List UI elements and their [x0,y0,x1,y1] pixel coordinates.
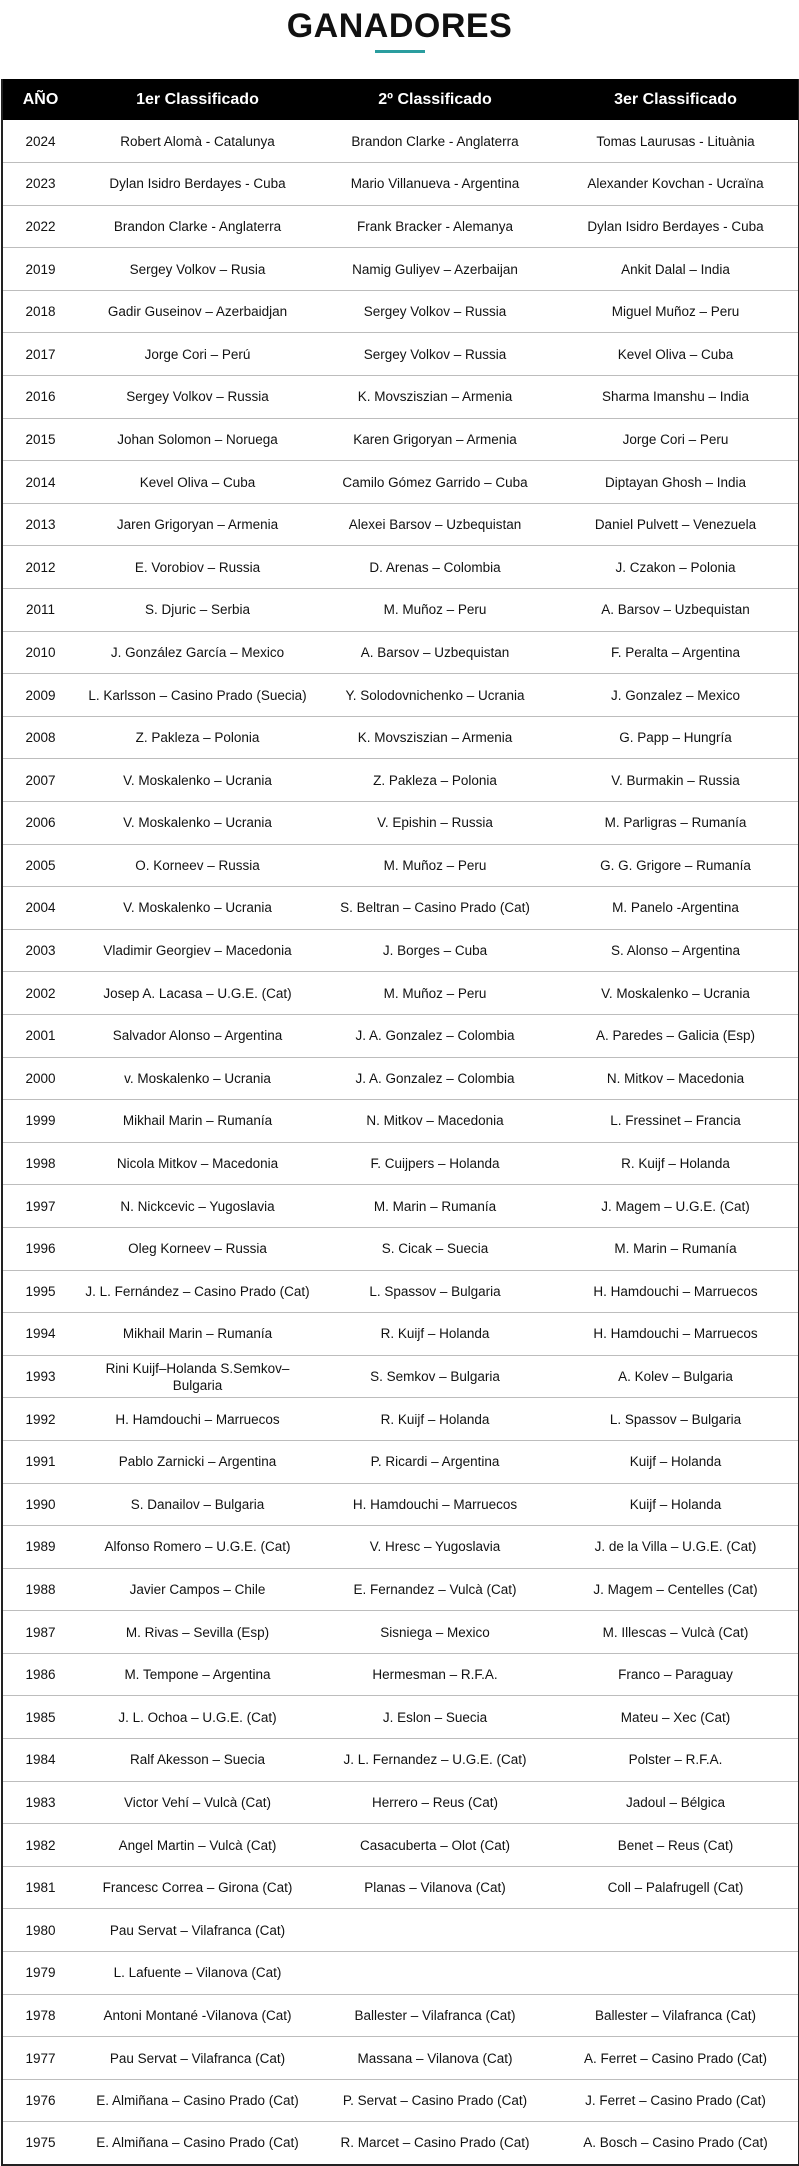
second-place-cell: Karen Grigoryan – Armenia [317,418,553,461]
table-row [2,844,799,887]
year-cell: 2008 [2,716,78,759]
year-cell: 2017 [2,333,78,376]
year-cell: 1998 [2,1142,78,1185]
second-place-cell: V. Epishin – Russia [317,802,553,845]
third-place-cell: F. Peralta – Argentina [553,631,799,674]
first-place-cell: Pau Servat – Vilafranca (Cat) [78,2037,317,2080]
year-cell: 1975 [2,2122,78,2165]
table-row [2,1526,799,1569]
year-cell: 1996 [2,1227,78,1270]
table-body [2,120,799,2165]
table-row [2,1696,799,1739]
table-header [2,79,799,120]
second-place-cell: Z. Pakleza – Polonia [317,759,553,802]
table-row [2,1100,799,1143]
first-place-cell: Victor Vehí – Vulcà (Cat) [78,1781,317,1824]
year-cell: 1981 [2,1866,78,1909]
table-row [2,1994,799,2037]
first-place-cell: Mikhail Marin – Rumanía [78,1100,317,1143]
second-place-cell: Sisniega – Mexico [317,1611,553,1654]
year-cell: 2022 [2,205,78,248]
third-place-cell: Miguel Muñoz – Peru [553,290,799,333]
second-place-cell: Massana – Vilanova (Cat) [317,2037,553,2080]
first-place-cell: Sergey Volkov – Rusia [78,248,317,291]
second-place-cell: Brandon Clarke - Anglaterra [317,120,553,163]
second-place-cell: K. Movsziszian – Armenia [317,716,553,759]
year-cell: 2010 [2,631,78,674]
first-place-cell: Johan Solomon – Noruega [78,418,317,461]
table-row [2,929,799,972]
second-place-cell: E. Fernandez – Vulcà (Cat) [317,1568,553,1611]
third-place-cell: Kuijf – Holanda [553,1440,799,1483]
title-underline [375,50,425,53]
first-place-cell: Ralf Akesson – Suecia [78,1739,317,1782]
table-row [2,1142,799,1185]
table-row [2,589,799,632]
header-third-place: 3er Classificado [614,90,737,108]
third-place-cell: M. Panelo -Argentina [553,887,799,930]
second-place-cell: S. Semkov – Bulgaria [317,1355,553,1398]
year-cell: 1995 [2,1270,78,1313]
first-place-cell: Alfonso Romero – U.G.E. (Cat) [78,1526,317,1569]
year-cell: 2001 [2,1014,78,1057]
second-place-cell: J. A. Gonzalez – Colombia [317,1014,553,1057]
header-first-place: 1er Classificado [136,90,259,108]
table-row [2,1270,799,1313]
table-row [2,290,799,333]
table-row [2,631,799,674]
first-place-cell: Jaren Grigoryan – Armenia [78,503,317,546]
table-row [2,2037,799,2080]
first-place-cell: Javier Campos – Chile [78,1568,317,1611]
first-place-cell: Mikhail Marin – Rumanía [78,1313,317,1356]
third-place-cell: Franco – Paraguay [553,1653,799,1696]
first-place-cell: S. Danailov – Bulgaria [78,1483,317,1526]
first-place-cell: E. Vorobiov – Russia [78,546,317,589]
third-place-cell: J. Gonzalez – Mexico [553,674,799,717]
second-place-cell: L. Spassov – Bulgaria [317,1270,553,1313]
second-place-cell: M. Marin – Rumanía [317,1185,553,1228]
table-row [2,1313,799,1356]
second-place-cell: M. Muñoz – Peru [317,844,553,887]
first-place-cell: Angel Martin – Vulcà (Cat) [78,1824,317,1867]
year-cell: 2023 [2,163,78,206]
third-place-cell: Kuijf – Holanda [553,1483,799,1526]
year-cell: 2016 [2,376,78,419]
year-cell: 1990 [2,1483,78,1526]
table-row [2,1185,799,1228]
year-cell: 2013 [2,503,78,546]
first-place-cell: Dylan Isidro Berdayes - Cuba [78,163,317,206]
first-place-cell: Salvador Alonso – Argentina [78,1014,317,1057]
year-cell: 1978 [2,1994,78,2037]
table-row [2,2079,799,2122]
second-place-cell: Y. Solodovnichenko – Ucrania [317,674,553,717]
third-place-cell: J. Magem – Centelles (Cat) [553,1568,799,1611]
header-year: AÑO [22,90,59,108]
third-place-cell: H. Hamdouchi – Marruecos [553,1270,799,1313]
year-cell: 1994 [2,1313,78,1356]
second-place-cell: Camilo Gómez Garrido – Cuba [317,461,553,504]
first-place-cell: E. Almiñana – Casino Prado (Cat) [78,2122,317,2165]
third-place-cell: A. Kolev – Bulgaria [553,1355,799,1398]
first-place-cell: O. Korneev – Russia [78,844,317,887]
year-cell: 1986 [2,1653,78,1696]
table-row [2,418,799,461]
table-row [2,2122,799,2165]
second-place-cell: K. Movsziszian – Armenia [317,376,553,419]
year-cell: 1992 [2,1398,78,1441]
year-cell: 2007 [2,759,78,802]
second-place-cell: F. Cuijpers – Holanda [317,1142,553,1185]
third-place-cell: A. Bosch – Casino Prado (Cat) [553,2122,799,2165]
header-second-place: 2º Classificado [378,90,492,108]
year-cell: 1983 [2,1781,78,1824]
year-cell: 1989 [2,1526,78,1569]
third-place-cell: Diptayan Ghosh – India [553,461,799,504]
table-row [2,1440,799,1483]
year-cell: 2015 [2,418,78,461]
second-place-cell [317,1909,553,1952]
first-place-cell: V. Moskalenko – Ucrania [78,802,317,845]
table-row [2,716,799,759]
year-cell: 1991 [2,1440,78,1483]
table-row [2,1781,799,1824]
third-place-cell: G. Papp – Hungría [553,716,799,759]
third-place-cell: A. Ferret – Casino Prado (Cat) [553,2037,799,2080]
third-place-cell: M. Marin – Rumanía [553,1227,799,1270]
first-place-cell: V. Moskalenko – Ucrania [78,759,317,802]
third-place-cell: Sharma Imanshu – India [553,376,799,419]
year-cell: 2014 [2,461,78,504]
second-place-cell: A. Barsov – Uzbequistan [317,631,553,674]
second-place-cell: M. Muñoz – Peru [317,589,553,632]
table-row [2,1398,799,1441]
second-place-cell: Sergey Volkov – Russia [317,333,553,376]
first-place-cell: V. Moskalenko – Ucrania [78,887,317,930]
second-place-cell: H. Hamdouchi – Marruecos [317,1483,553,1526]
second-place-cell: Namig Guliyev – Azerbaijan [317,248,553,291]
table-row [2,1483,799,1526]
table-row [2,1824,799,1867]
table-row [2,1057,799,1100]
third-place-cell: Jorge Cori – Peru [553,418,799,461]
second-place-cell: J. A. Gonzalez – Colombia [317,1057,553,1100]
table-row [2,1355,799,1398]
year-cell: 1977 [2,2037,78,2080]
page-title: GANADORES [286,7,513,45]
year-cell: 2018 [2,290,78,333]
year-cell: 2012 [2,546,78,589]
first-place-cell: Kevel Oliva – Cuba [78,461,317,504]
second-place-cell: Casacuberta – Olot (Cat) [317,1824,553,1867]
third-place-cell: G. G. Grigore – Rumanía [553,844,799,887]
third-place-cell: J. Czakon – Polonia [553,546,799,589]
third-place-cell: Daniel Pulvett – Venezuela [553,503,799,546]
second-place-cell: P. Servat – Casino Prado (Cat) [317,2079,553,2122]
third-place-cell: Jadoul – Bélgica [553,1781,799,1824]
second-place-cell: J. Borges – Cuba [317,929,553,972]
third-place-cell: N. Mitkov – Macedonia [553,1057,799,1100]
year-cell: 2019 [2,248,78,291]
first-place-cell: Pablo Zarnicki – Argentina [78,1440,317,1483]
second-place-cell: P. Ricardi – Argentina [317,1440,553,1483]
year-cell: 1988 [2,1568,78,1611]
third-place-cell: Polster – R.F.A. [553,1739,799,1782]
second-place-cell: Sergey Volkov – Russia [317,290,553,333]
table-row [2,674,799,717]
first-place-cell: v. Moskalenko – Ucrania [78,1057,317,1100]
table-row [2,1952,799,1995]
year-cell: 2004 [2,887,78,930]
year-cell: 1987 [2,1611,78,1654]
first-place-cell: Gadir Guseinov – Azerbaidjan [78,290,317,333]
year-cell: 1984 [2,1739,78,1782]
table-row [2,1739,799,1782]
third-place-cell: Ballester – Vilafranca (Cat) [553,1994,799,2037]
table-row [2,1866,799,1909]
second-place-cell: S. Cicak – Suecia [317,1227,553,1270]
first-place-cell: M. Rivas – Sevilla (Esp) [78,1611,317,1654]
year-cell: 1997 [2,1185,78,1228]
third-place-cell: H. Hamdouchi – Marruecos [553,1313,799,1356]
first-place-cell: J. L. Ochoa – U.G.E. (Cat) [78,1696,317,1739]
year-cell: 1993 [2,1355,78,1398]
third-place-cell: Tomas Laurusas - Lituània [553,120,799,163]
first-place-cell: Robert Alomà - Catalunya [78,120,317,163]
third-place-cell: J. Magem – U.G.E. (Cat) [553,1185,799,1228]
third-place-cell [553,1909,799,1952]
table-row [2,802,799,845]
second-place-cell: R. Kuijf – Holanda [317,1313,553,1356]
first-place-cell: Nicola Mitkov – Macedonia [78,1142,317,1185]
first-place-cell: Francesc Correa – Girona (Cat) [78,1866,317,1909]
second-place-cell: Hermesman – R.F.A. [317,1653,553,1696]
year-cell: 1982 [2,1824,78,1867]
third-place-cell: Coll – Palafrugell (Cat) [553,1866,799,1909]
third-place-cell [553,1952,799,1995]
third-place-cell: A. Paredes – Galicia (Esp) [553,1014,799,1057]
first-place-cell: S. Djuric – Serbia [78,589,317,632]
first-place-cell: Jorge Cori – Perú [78,333,317,376]
first-place-cell: J. L. Fernández – Casino Prado (Cat) [78,1270,317,1313]
third-place-cell: V. Burmakin – Russia [553,759,799,802]
year-cell: 1979 [2,1952,78,1995]
second-place-cell: Frank Bracker - Alemanya [317,205,553,248]
second-place-cell: J. Eslon – Suecia [317,1696,553,1739]
year-cell: 1985 [2,1696,78,1739]
table-row [2,1611,799,1654]
table-row [2,461,799,504]
third-place-cell: V. Moskalenko – Ucrania [553,972,799,1015]
year-cell: 2003 [2,929,78,972]
table-row [2,546,799,589]
first-place-cell: E. Almiñana – Casino Prado (Cat) [78,2079,317,2122]
second-place-cell: Herrero – Reus (Cat) [317,1781,553,1824]
year-cell: 2005 [2,844,78,887]
third-place-cell: Ankit Dalal – India [553,248,799,291]
year-cell: 1980 [2,1909,78,1952]
first-place-cell: Z. Pakleza – Polonia [78,716,317,759]
year-cell: 2009 [2,674,78,717]
table-row [2,1014,799,1057]
second-place-cell: D. Arenas – Colombia [317,546,553,589]
third-place-cell: M. Parligras – Rumanía [553,802,799,845]
third-place-cell: Kevel Oliva – Cuba [553,333,799,376]
third-place-cell: Benet – Reus (Cat) [553,1824,799,1867]
header-row [2,79,799,120]
third-place-cell: L. Spassov – Bulgaria [553,1398,799,1441]
table-row [2,120,799,163]
table-row [2,1227,799,1270]
third-place-cell: A. Barsov – Uzbequistan [553,589,799,632]
table-row [2,205,799,248]
year-cell: 2002 [2,972,78,1015]
first-place-cell: H. Hamdouchi – Marruecos [78,1398,317,1441]
third-place-cell: M. Illescas – Vulcà (Cat) [553,1611,799,1654]
second-place-cell: R. Marcet – Casino Prado (Cat) [317,2122,553,2165]
second-place-cell [317,1952,553,1995]
second-place-cell: J. L. Fernandez – U.G.E. (Cat) [317,1739,553,1782]
third-place-cell: Dylan Isidro Berdayes - Cuba [553,205,799,248]
year-cell: 2006 [2,802,78,845]
first-place-cell: Josep A. Lacasa – U.G.E. (Cat) [78,972,317,1015]
first-place-cell: N. Nickcevic – Yugoslavia [78,1185,317,1228]
table-row [2,887,799,930]
second-place-cell: Mario Villanueva - Argentina [317,163,553,206]
winners-table [1,79,799,2166]
third-place-cell: Alexander Kovchan - Ucraïna [553,163,799,206]
year-cell: 2011 [2,589,78,632]
first-place-cell: Rini Kuijf–Holanda S.Semkov–Bulgaria [78,1355,317,1398]
table-row [2,503,799,546]
table-row [2,248,799,291]
second-place-cell: Alexei Barsov – Uzbequistan [317,503,553,546]
first-place-cell: Sergey Volkov – Russia [78,376,317,419]
first-place-cell: L. Lafuente – Vilanova (Cat) [78,1952,317,1995]
second-place-cell: R. Kuijf – Holanda [317,1398,553,1441]
third-place-cell: S. Alonso – Argentina [553,929,799,972]
year-cell: 2024 [2,120,78,163]
table-row [2,972,799,1015]
year-cell: 1999 [2,1100,78,1143]
second-place-cell: Ballester – Vilafranca (Cat) [317,1994,553,2037]
second-place-cell: M. Muñoz – Peru [317,972,553,1015]
third-place-cell: L. Fressinet – Francia [553,1100,799,1143]
first-place-cell: M. Tempone – Argentina [78,1653,317,1696]
year-cell: 2000 [2,1057,78,1100]
table-row [2,163,799,206]
table-row [2,1909,799,1952]
third-place-cell: Mateu – Xec (Cat) [553,1696,799,1739]
first-place-cell: Brandon Clarke - Anglaterra [78,205,317,248]
second-place-cell: Planas – Vilanova (Cat) [317,1866,553,1909]
first-place-cell: Antoni Montané -Vilanova (Cat) [78,1994,317,2037]
table-row [2,1568,799,1611]
second-place-cell: V. Hresc – Yugoslavia [317,1526,553,1569]
third-place-cell: J. de la Villa – U.G.E. (Cat) [553,1526,799,1569]
first-place-cell: J. González García – Mexico [78,631,317,674]
table-row [2,1653,799,1696]
third-place-cell: R. Kuijf – Holanda [553,1142,799,1185]
table-row [2,333,799,376]
second-place-cell: N. Mitkov – Macedonia [317,1100,553,1143]
first-place-cell: L. Karlsson – Casino Prado (Suecia) [78,674,317,717]
table-row [2,759,799,802]
second-place-cell: S. Beltran – Casino Prado (Cat) [317,887,553,930]
third-place-cell: J. Ferret – Casino Prado (Cat) [553,2079,799,2122]
year-cell: 1976 [2,2079,78,2122]
first-place-cell: Vladimir Georgiev – Macedonia [78,929,317,972]
table-row [2,376,799,419]
first-place-cell: Pau Servat – Vilafranca (Cat) [78,1909,317,1952]
first-place-cell: Oleg Korneev – Russia [78,1227,317,1270]
